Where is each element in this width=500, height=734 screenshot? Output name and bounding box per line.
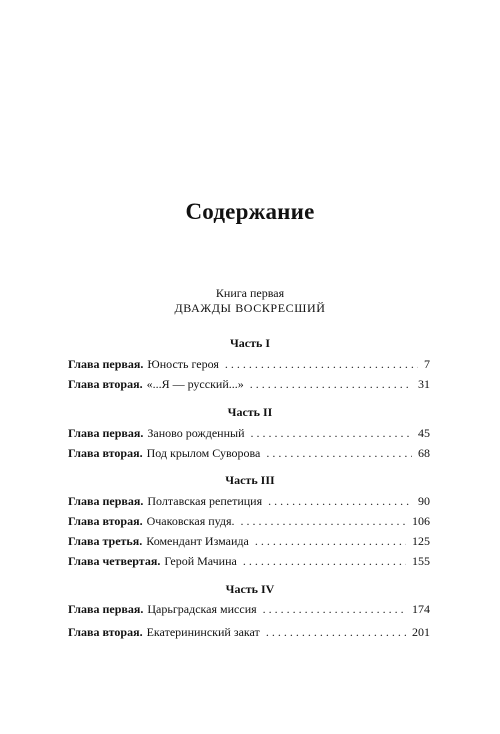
toc-entry[interactable] — [68, 446, 430, 460]
toc-entry[interactable] — [68, 426, 430, 440]
toc-entry[interactable] — [68, 534, 430, 548]
dot-leader — [266, 625, 406, 639]
chapter-label: Глава первая. — [68, 357, 144, 371]
dot-leader — [251, 426, 413, 440]
page-number: 106 — [412, 514, 430, 528]
dot-leader — [263, 602, 406, 616]
dot-leader — [266, 446, 412, 460]
toc-entry[interactable] — [68, 377, 430, 391]
part-heading: Часть IV — [225, 582, 275, 596]
chapter-label: Глава вторая. — [68, 446, 143, 460]
page-number: 174 — [412, 602, 430, 616]
chapter-label: Глава вторая. — [68, 625, 143, 639]
page-number: 125 — [412, 534, 430, 548]
dot-leader — [255, 534, 406, 548]
toc-entry[interactable] — [68, 514, 430, 528]
book-title: ДВАЖДЫ ВОСКРЕСШИЙ — [174, 301, 326, 315]
chapter-label: Глава вторая. — [68, 377, 143, 391]
chapter-label: Глава первая. — [68, 602, 144, 616]
chapter-title: «...Я — русский...» — [146, 377, 244, 391]
chapter-label: Глава четвертая. — [68, 554, 161, 568]
chapter-title: Очаковская пудя. — [146, 514, 235, 528]
dot-leader — [225, 357, 418, 371]
dot-leader — [243, 554, 406, 568]
part-heading: Часть III — [225, 473, 275, 487]
chapter-label: Глава вторая. — [68, 514, 143, 528]
dot-leader — [241, 514, 406, 528]
book-label: Книга первая — [215, 286, 285, 300]
dot-leader — [250, 377, 412, 391]
page-number: 7 — [424, 357, 430, 371]
chapter-title: Герой Мачина — [164, 554, 237, 568]
toc-entry[interactable] — [68, 357, 430, 371]
page-number: 31 — [418, 377, 430, 391]
chapter-title: Царьградская миссия — [147, 602, 257, 616]
chapter-title: Екатерининский закат — [146, 625, 260, 639]
page-number: 90 — [418, 494, 430, 508]
part-heading: Часть I — [229, 336, 271, 350]
dot-leader — [268, 494, 412, 508]
page-number: 45 — [418, 426, 430, 440]
toc-entry[interactable] — [68, 602, 430, 616]
page-title: Содержание — [185, 199, 315, 224]
chapter-title: Заново рожденный — [147, 426, 245, 440]
chapter-label: Глава первая. — [68, 426, 144, 440]
chapter-title: Комендант Измаида — [146, 534, 249, 548]
toc-entry[interactable] — [68, 625, 430, 639]
page-number: 201 — [412, 625, 430, 639]
page-number: 68 — [418, 446, 430, 460]
part-heading: Часть II — [227, 405, 273, 419]
chapter-label: Глава первая. — [68, 494, 144, 508]
chapter-title: Полтавская репетиция — [147, 494, 263, 508]
toc-entry[interactable] — [68, 494, 430, 508]
chapter-label: Глава третья. — [68, 534, 143, 548]
chapter-title: Юность героя — [147, 357, 219, 371]
chapter-title: Под крылом Суворова — [146, 446, 261, 460]
toc-entry[interactable] — [68, 554, 430, 568]
page-number: 155 — [412, 554, 430, 568]
